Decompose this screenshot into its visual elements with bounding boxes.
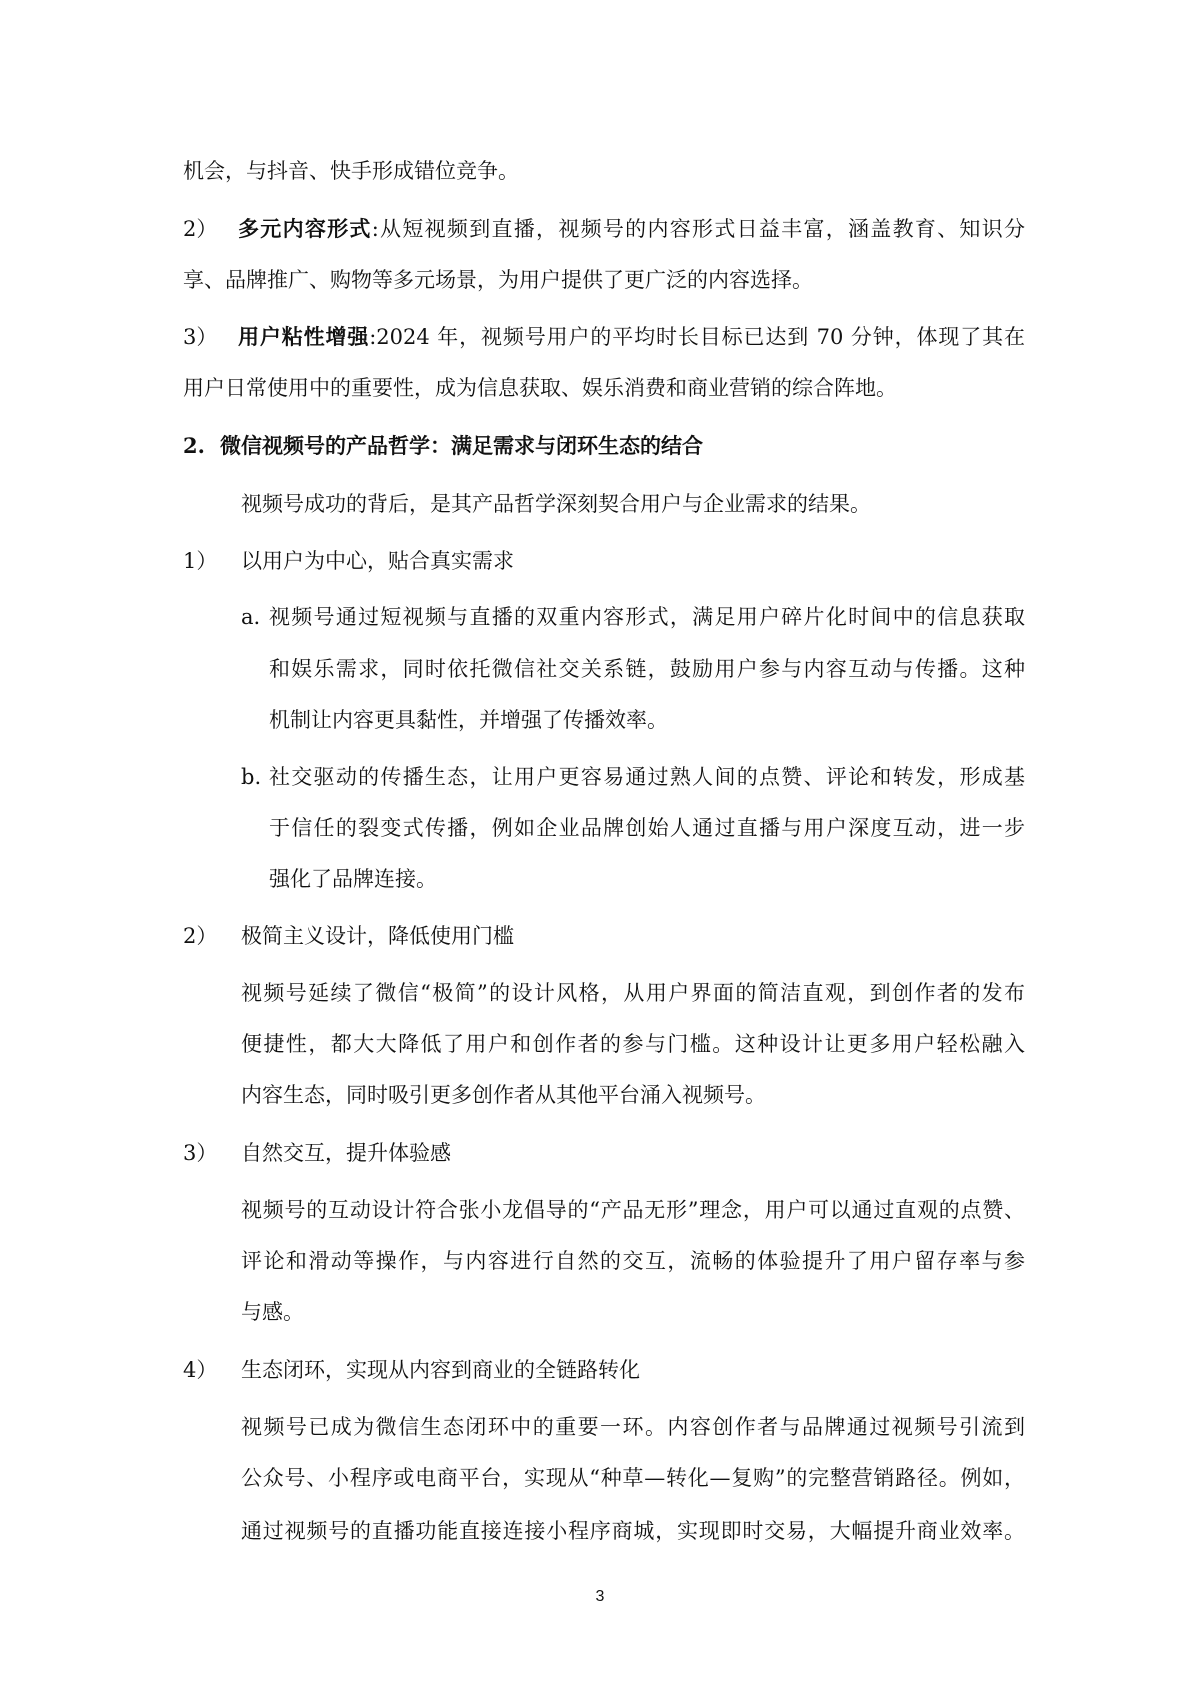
item-title: 以用户为中心，贴合真实需求	[241, 549, 514, 573]
paragraph-line: 社交驱动的传播生态，让用户更容易通过熟人间的点赞、评论和转发，形成基	[269, 765, 1025, 789]
list-marker: 3）	[183, 325, 218, 349]
paragraph-line: 用户日常使用中的重要性，成为信息获取、娱乐消费和商业营销的综合阵地。	[183, 376, 897, 400]
paragraph-line: 于信任的裂变式传播，例如企业品牌创始人通过直播与用户深度互动，进一步	[269, 816, 1025, 840]
list-marker: 2）	[183, 924, 218, 948]
paragraph-line: 便捷性，都大大降低了用户和创作者的参与门槛。这种设计让更多用户轻松融入	[241, 1032, 1025, 1056]
section-heading: 微信视频号的产品哲学：满足需求与闭环生态的结合	[220, 433, 703, 458]
list-marker: 1）	[183, 549, 218, 573]
list-marker: 4）	[183, 1358, 218, 1382]
paragraph-line: 机制让内容更具黏性，并增强了传播效率。	[269, 708, 668, 732]
paragraph-line: 公众号、小程序或电商平台，实现从“种草—转化—复购”的完整营销路径。例如，	[241, 1466, 1025, 1490]
paragraph-line	[238, 216, 1025, 242]
paragraph-line: 通过视频号的直播功能直接连接小程序商城，实现即时交易，大幅提升商业效率。	[241, 1519, 1025, 1543]
paragraph-line: 内容生态，同时吸引更多创作者从其他平台涌入视频号。	[241, 1083, 766, 1107]
text: :2024 年，视频号用户的平均时长目标已达到 70 分钟，体现了其在	[369, 325, 1025, 349]
page-number: 3	[595, 1588, 605, 1605]
paragraph-line: 强化了品牌连接。	[269, 867, 437, 891]
paragraph-line: 享、品牌推广、购物等多元场景，为用户提供了更广泛的内容选择。	[183, 268, 813, 292]
text: :从短视频到直播，视频号的内容形式日益丰富，涵盖教育、知识分	[371, 217, 1025, 241]
paragraph-line: 与感。	[241, 1300, 304, 1324]
item-title: 自然交互，提升体验感	[241, 1141, 451, 1165]
paragraph-line: 评论和滑动等操作，与内容进行自然的交互，流畅的体验提升了用户留存率与参	[241, 1249, 1025, 1273]
paragraph-line: 视频号已成为微信生态闭环中的重要一环。内容创作者与品牌通过视频号引流到	[241, 1415, 1025, 1439]
heading-number: 2.	[183, 433, 205, 458]
bold-label: 多元内容形式	[238, 216, 372, 241]
paragraph-line: 机会，与抖音、快手形成错位竞争。	[183, 159, 519, 183]
paragraph-line	[238, 324, 1025, 350]
list-marker: 2）	[183, 217, 218, 241]
paragraph-line: 视频号成功的背后，是其产品哲学深刻契合用户与企业需求的结果。	[241, 492, 871, 516]
sub-marker: a.	[241, 605, 261, 629]
paragraph-line: 视频号延续了微信“极简”的设计风格，从用户界面的简洁直观，到创作者的发布	[241, 981, 1025, 1005]
paragraph-line: 视频号通过短视频与直播的双重内容形式，满足用户碎片化时间中的信息获取	[269, 605, 1025, 629]
item-title: 生态闭环，实现从内容到商业的全链路转化	[241, 1358, 640, 1382]
item-title: 极简主义设计，降低使用门槛	[241, 924, 514, 948]
list-marker: 3）	[183, 1141, 218, 1165]
paragraph-line: 视频号的互动设计符合张小龙倡导的“产品无形”理念，用户可以通过直观的点赞、	[241, 1198, 1025, 1222]
bold-label: 用户粘性增强	[238, 324, 370, 349]
sub-marker: b.	[241, 765, 262, 789]
paragraph-line: 和娱乐需求，同时依托微信社交关系链，鼓励用户参与内容互动与传播。这种	[269, 657, 1025, 681]
